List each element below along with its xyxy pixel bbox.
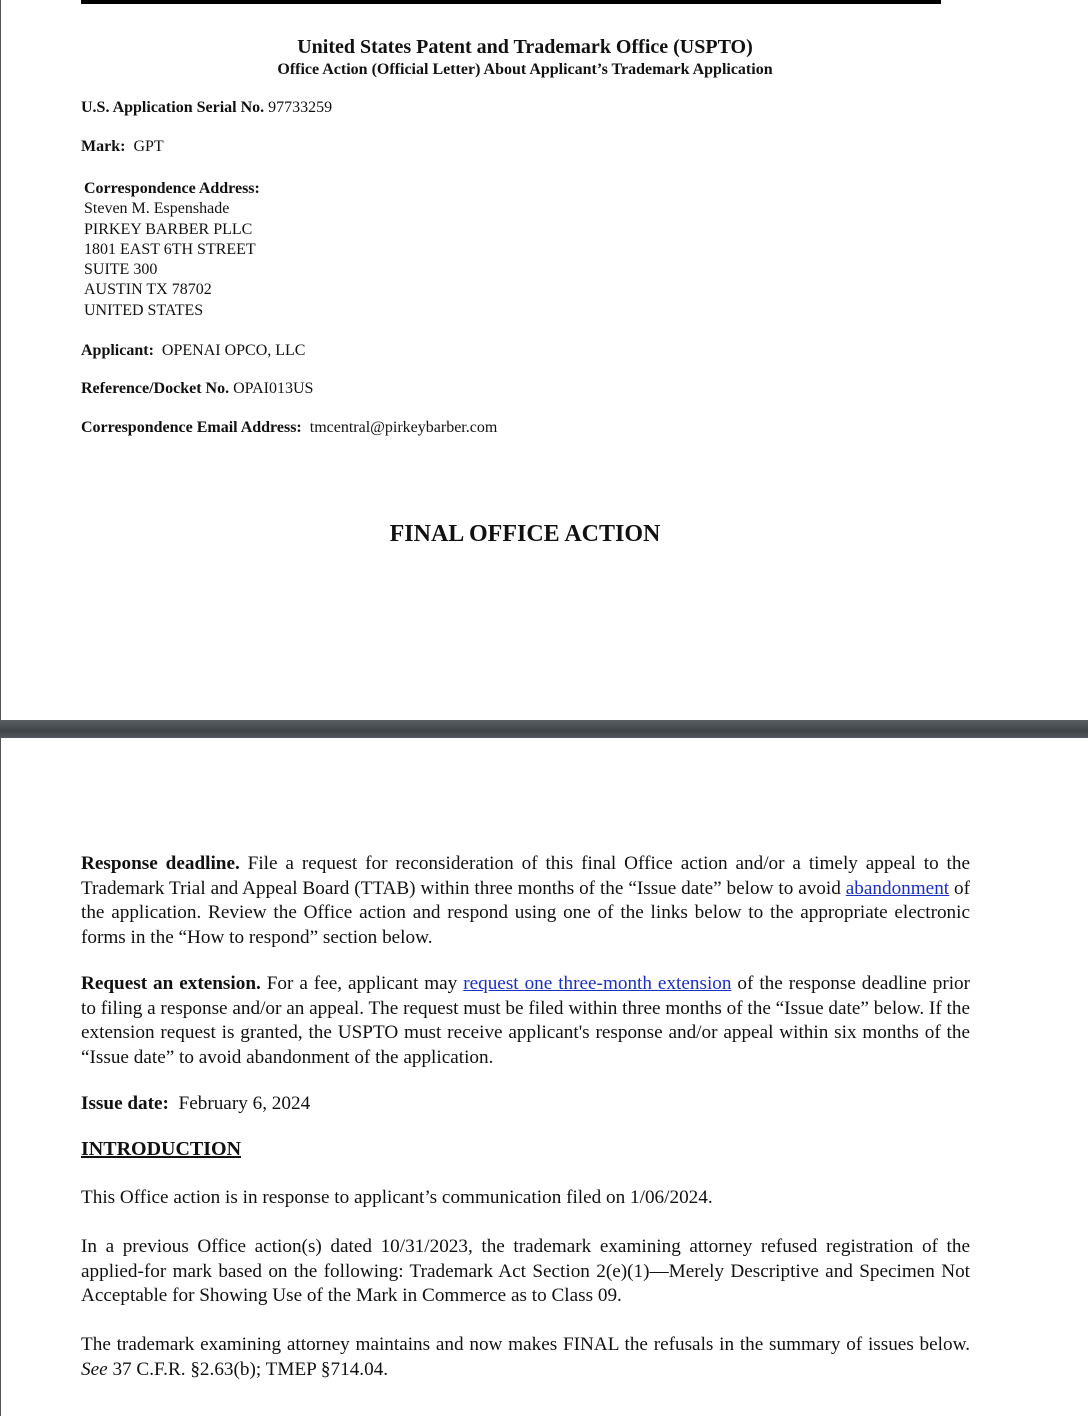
header-subtitle: Office Action (Official Letter) About Applicant’s Trademark Application: [277, 61, 773, 78]
intro-paragraph-3-citation: 37 C.F.R. §2.63(b); TMEP §714.04.: [112, 1358, 389, 1380]
correspondence-label: Correspondence Address:: [84, 180, 260, 197]
intro-paragraph-3-text: The trademark examining attorney maintains and now makes FINAL the refusals in the summary of issues below.: [81, 1334, 970, 1355]
mark-label: Mark:: [81, 138, 126, 155]
docket-label: Reference/Docket No.: [81, 380, 230, 397]
issue-date-value: February 6, 2024: [178, 1093, 311, 1114]
request-extension-link[interactable]: request one three-month extension: [463, 973, 732, 994]
response-deadline-text: File a request for reconsideration of this final Office action and/or a timely appeal to the Trademark Trial and Appeal Board (TTAB) within three months of the “Issue date” below to avoid: [81, 853, 970, 899]
intro-paragraph-1: This Office action is in response to applicant’s communication filed on 1/06/2024.: [81, 1187, 713, 1208]
top-rule: [81, 0, 941, 4]
serial-value: 97733259: [268, 99, 333, 116]
email-field: [81, 419, 497, 437]
issue-date-line: [81, 1092, 970, 1117]
document-page-2: [0, 738, 1088, 1416]
serial-label: U.S. Application Serial No.: [81, 99, 265, 116]
extension-text-2: of the response deadline prior to filing a response and/or an appeal. The request must be filed within three months of the “Issue date” below. If the extension request is granted, the USPTO must receive applicant's response and/or appeal within six months of the “Issue date” to avoid abandonment of the application.: [81, 973, 971, 1068]
correspondence-address: [84, 179, 260, 321]
docket-field: [81, 380, 313, 398]
applicant-field: [81, 342, 305, 360]
applicant-label: Applicant:: [81, 342, 154, 359]
address-line: SUITE 300: [84, 261, 158, 279]
introduction-heading-line: [81, 1137, 970, 1163]
serial-number-field: [81, 99, 332, 117]
extension-text: For a fee, applicant may: [266, 973, 458, 994]
extension-label: Request an extension.: [81, 973, 261, 994]
introduction-heading: INTRODUCTION: [81, 1138, 242, 1160]
page-separator: [0, 720, 1088, 738]
final-office-action-title: FINAL OFFICE ACTION: [389, 521, 661, 547]
intro-paragraph-3: [81, 1333, 970, 1382]
email-label: Correspondence Email Address:: [81, 419, 302, 436]
address-line: PIRKEY BARBER PLLC: [84, 220, 253, 238]
mark-field: [81, 138, 164, 156]
address-line: AUSTIN TX 78702: [84, 281, 212, 299]
docket-value: OPAI013US: [233, 380, 314, 397]
response-deadline-paragraph: [81, 852, 970, 950]
applicant-value: OPENAI OPCO, LLC: [161, 342, 306, 359]
response-deadline-text-2: of the application. Review the Office action and respond using one of the links below to the appropriate electronic forms in the “How to respond” section below.: [81, 877, 971, 948]
extension-paragraph: [81, 972, 970, 1070]
intro-paragraph-2: In a previous Office action(s) dated 10/31/2023, the trademark examining attorney refused registration of the applied-for mark based on the following: Trademark Act Section 2(e)(1)—Merely Descriptive and Specimen Not Acceptable for Showing Use of the Mark in Commerce as to Class 09.: [81, 1236, 970, 1307]
header-title: United States Patent and Trademark Office (USPTO): [297, 36, 753, 58]
address-line: Steven M. Espenshade: [84, 200, 230, 218]
see-citation-signal: See: [81, 1358, 108, 1380]
issue-date-label: Issue date:: [81, 1093, 169, 1114]
email-value: tmcentral@pirkeybarber.com: [309, 419, 498, 436]
address-line: 1801 EAST 6TH STREET: [84, 240, 256, 258]
response-deadline-label: Response deadline.: [81, 853, 240, 874]
abandonment-link[interactable]: abandonment: [845, 877, 950, 899]
address-line: UNITED STATES: [84, 301, 204, 319]
mark-value: GPT: [133, 138, 164, 155]
